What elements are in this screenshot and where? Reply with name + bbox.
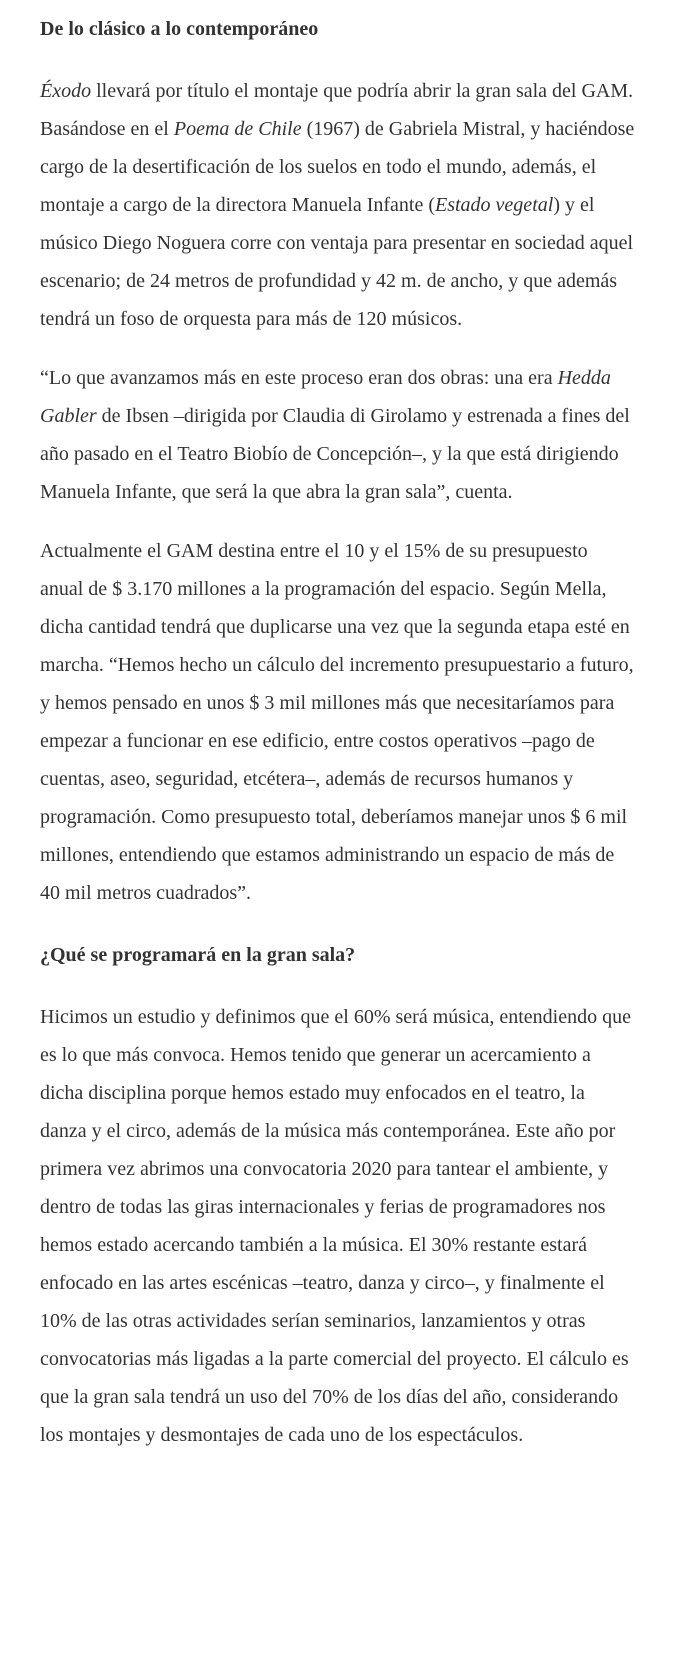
text-run: Actualmente el GAM destina entre el 10 y el 15% de su presupuesto anual de $ 3.170 millones a la programación del espacio. Según Mella, dicha cantidad tendrá que duplicarse una vez que la segunda etapa esté en marcha. “Hemos hecho un cálculo del incremento presupuestario a futuro, y hemos pensado en unos $ 3 mil millones más que necesitaríamos para empezar a funcionar en ese edificio, entre costos operativos –pago de cuentas, aseo, seguridad, etcétera–, además de recursos humanos y programación. Como presupuesto total, deberíamos manejar unos $ 6 mil millones, entendiendo que estamos administrando un espacio de más de 40 mil metros cuadrados”. bbox=[40, 540, 634, 904]
italic-text-run: Éxodo bbox=[40, 80, 92, 102]
paragraph bbox=[40, 532, 635, 912]
paragraph bbox=[40, 359, 635, 511]
text-run: ) y el músico Diego Noguera corre con ventaja para presentar en sociedad aquel escenario; de 24 metros de profundidad y 42 m. de ancho, y que además tendrá un foso de orquesta para más de 120 músicos. bbox=[40, 194, 634, 330]
section-heading bbox=[40, 10, 635, 48]
text-run: (1967) de Gabriela Mistral, y haciéndose cargo de la desertificación de los suelos en todo el mundo, además, el montaje a cargo de la directora Manuela Infante ( bbox=[40, 118, 635, 216]
paragraph bbox=[40, 998, 635, 1454]
italic-text-run: Poema de Chile bbox=[173, 118, 302, 140]
italic-text-run: Hedda Gabler bbox=[40, 367, 611, 427]
text-run: De lo clásico a lo contemporáneo bbox=[40, 18, 319, 40]
italic-text-run: Estado vegetal bbox=[435, 194, 554, 216]
paragraph bbox=[40, 72, 635, 338]
text-run: ¿Qué se programará en la gran sala? bbox=[40, 944, 356, 966]
text-run: Hicimos un estudio y definimos que el 60% será música, entendiendo que es lo que más convoca. Hemos tenido que generar un acercamiento a dicha disciplina porque hemos estado muy enfocados en el teatro, la danza y el circo, además de la música más contemporánea. Este año por primera vez abrimos una convocatoria 2020 para tantear el ambiente, y dentro de todas las giras internacionales y ferias de programadores nos hemos estado acercando también a la música. El 30% restante estará enfocado en las artes escénicas –teatro, danza y circo–, y finalmente el 10% de las otras actividades serían seminarios, lanzamientos y otras convocatorias más ligadas a la parte comercial del proyecto. El cálculo es que la gran sala tendrá un uso del 70% de los días del año, considerando los montajes y desmontajes de cada uno de los espectáculos. bbox=[40, 1006, 631, 1446]
text-run: llevará por título el montaje que podría abrir la gran sala del GAM. Basándose en el bbox=[40, 80, 634, 140]
section-heading bbox=[40, 936, 635, 974]
text-run: “Lo que avanzamos más en este proceso eran dos obras: una era bbox=[40, 367, 558, 389]
text-run: de Ibsen –dirigida por Claudia di Girolamo y estrenada a fines del año pasado en el Teatro Biobío de Concepción–, y la que está dirigiendo Manuela Infante, que será la que abra la gran sala”, cuenta. bbox=[40, 405, 630, 503]
